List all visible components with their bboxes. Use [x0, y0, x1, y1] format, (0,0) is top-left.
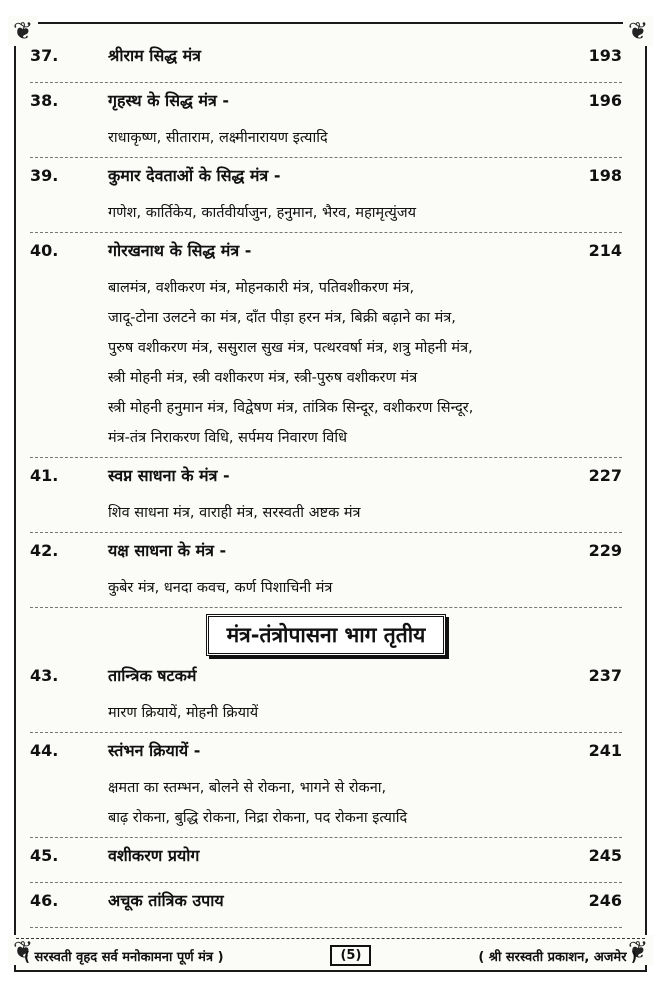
- entry-divider: [30, 927, 622, 928]
- entry-divider: [30, 607, 622, 608]
- entry-divider: [30, 157, 622, 158]
- toc-entry-number: 45.: [30, 846, 59, 865]
- toc-entry: [30, 464, 622, 533]
- toc-entry-number: 38.: [30, 91, 59, 110]
- toc-entry-subtopics: पुरुष वशीकरण मंत्र, ससुराल सुख मंत्र, पत्थरवर्षा मंत्र, शत्रु मोहनी मंत्र,: [108, 340, 473, 356]
- toc-entry: [30, 44, 622, 83]
- entry-divider: [30, 457, 622, 458]
- toc-entry-page: 196: [588, 91, 622, 110]
- footer-page-number: (5): [330, 945, 371, 966]
- toc-entry-title: स्तंभन क्रियायें -: [108, 741, 201, 760]
- toc-entry-row: [30, 89, 622, 123]
- toc-entry-page: 198: [588, 166, 622, 185]
- toc-entry-row: [30, 889, 622, 923]
- toc-entry: [30, 844, 622, 883]
- toc-entry-page: 227: [588, 466, 622, 485]
- toc-entry-page: 229: [588, 541, 622, 560]
- toc-section-1: [30, 44, 622, 608]
- entry-divider: [30, 882, 622, 883]
- toc-entry-title: गोरखनाथ के सिद्ध मंत्र -: [108, 241, 252, 260]
- toc-entry-number: 43.: [30, 666, 59, 685]
- toc-entry-subtopics: कुबेर मंत्र, धनदा कवच, कर्ण पिशाचिनी मंत्र: [108, 580, 333, 596]
- toc-entry-row: [30, 44, 622, 78]
- toc-entry-subtopics: बालमंत्र, वशीकरण मंत्र, मोहनकारी मंत्र, पतिवशीकरण मंत्र,: [108, 280, 415, 296]
- toc-entry: [30, 664, 622, 733]
- toc-entry-subtopics: स्त्री मोहनी मंत्र, स्त्री वशीकरण मंत्र, स्त्री-पुरुष वशीकरण मंत्र: [108, 370, 418, 386]
- entry-divider: [30, 232, 622, 233]
- toc-entry-page: 237: [588, 666, 622, 685]
- toc-entry: [30, 889, 622, 928]
- table-of-contents: [30, 44, 622, 934]
- toc-entry-title: श्रीराम सिद्ध मंत्र: [108, 46, 202, 65]
- toc-entry-row: [30, 539, 622, 573]
- footer-publisher: ( श्री सरस्वती प्रकाशन, अजमेर ): [478, 949, 637, 965]
- entry-divider: [30, 532, 622, 533]
- toc-entry-row: [30, 164, 622, 198]
- toc-entry-row: [30, 464, 622, 498]
- corner-ornament-icon: ❦: [623, 16, 653, 46]
- corner-ornament-icon: ❦: [8, 935, 38, 965]
- toc-entry-subtopics: क्षमता का स्तम्भन, बोलने से रोकना, भागने से रोकना,: [108, 780, 387, 796]
- toc-entry-page: 193: [588, 46, 622, 65]
- section-banner: मंत्र-तंत्रोपासना भाग तृतीय: [206, 614, 447, 656]
- toc-entry: [30, 539, 622, 608]
- toc-entry-page: 246: [588, 891, 622, 910]
- toc-entry-title: स्वप्न साधना के मंत्र -: [108, 466, 230, 485]
- toc-entry-number: 37.: [30, 46, 59, 65]
- toc-entry-subtopics: गणेश, कार्तिकेय, कार्तवीर्याजुन, हनुमान, भैरव, महामृत्युंजय: [108, 205, 416, 221]
- toc-entry-row: [30, 239, 622, 273]
- toc-entry-number: 42.: [30, 541, 59, 560]
- toc-entry-number: 41.: [30, 466, 59, 485]
- toc-entry: [30, 739, 622, 838]
- toc-entry: [30, 164, 622, 233]
- toc-entry-subtopics: राधाकृष्ण, सीताराम, लक्ष्मीनारायण इत्यादि: [108, 130, 328, 146]
- toc-entry-subtopics: बाढ़ रोकना, बुद्धि रोकना, निद्रा रोकना, पद रोकना इत्यादि: [108, 810, 408, 826]
- corner-ornament-icon: ❦: [8, 16, 38, 46]
- toc-entry-subtopics: स्त्री मोहनी हनुमान मंत्र, विद्वेषण मंत्र, तांत्रिक सिन्दूर, वशीकरण सिन्दूर,: [108, 400, 474, 416]
- page-footer: [16, 938, 645, 972]
- toc-entry-row: [30, 664, 622, 698]
- toc-entry-number: 44.: [30, 741, 59, 760]
- toc-entry-title: गृहस्थ के सिद्ध मंत्र -: [108, 91, 229, 110]
- toc-entry-number: 39.: [30, 166, 59, 185]
- toc-entry-title: यक्ष साधना के मंत्र -: [108, 541, 227, 560]
- toc-entry-title: तान्त्रिक षटकर्म: [108, 666, 197, 685]
- toc-entry-subtopics: शिव साधना मंत्र, वाराही मंत्र, सरस्वती अष्टक मंत्र: [108, 505, 361, 521]
- toc-entry-page: 241: [588, 741, 622, 760]
- toc-entry: [30, 89, 622, 158]
- toc-entry-page: 214: [588, 241, 622, 260]
- footer-book-title: ( सरस्वती वृहद सर्व मनोकामना पूर्ण मंत्र ): [24, 949, 224, 965]
- toc-entry: [30, 239, 622, 458]
- toc-entry-subtopics: मंत्र-तंत्र निराकरण विधि, सर्पमय निवारण विधि: [108, 430, 348, 446]
- toc-entry-title: कुमार देवताओं के सिद्ध मंत्र -: [108, 166, 281, 185]
- toc-entry-number: 46.: [30, 891, 59, 910]
- toc-entry-title: वशीकरण प्रयोग: [108, 846, 200, 865]
- toc-entry-title: अचूक तांत्रिक उपाय: [108, 891, 224, 910]
- toc-entry-row: [30, 739, 622, 773]
- toc-entry-number: 40.: [30, 241, 59, 260]
- toc-entry-row: [30, 844, 622, 878]
- toc-section-2: [30, 664, 622, 928]
- toc-entry-subtopics: मारण क्रियायें, मोहनी क्रियायें: [108, 705, 259, 721]
- toc-entry-subtopics: जादू-टोना उलटने का मंत्र, दाँत पीड़ा हरन मंत्र, बिक्री बढ़ाने का मंत्र,: [108, 310, 456, 326]
- entry-divider: [30, 837, 622, 838]
- corner-ornament-icon: ❦: [623, 935, 653, 965]
- section-banner-wrap: [30, 614, 622, 656]
- entry-divider: [30, 732, 622, 733]
- toc-entry-page: 245: [588, 846, 622, 865]
- entry-divider: [30, 82, 622, 83]
